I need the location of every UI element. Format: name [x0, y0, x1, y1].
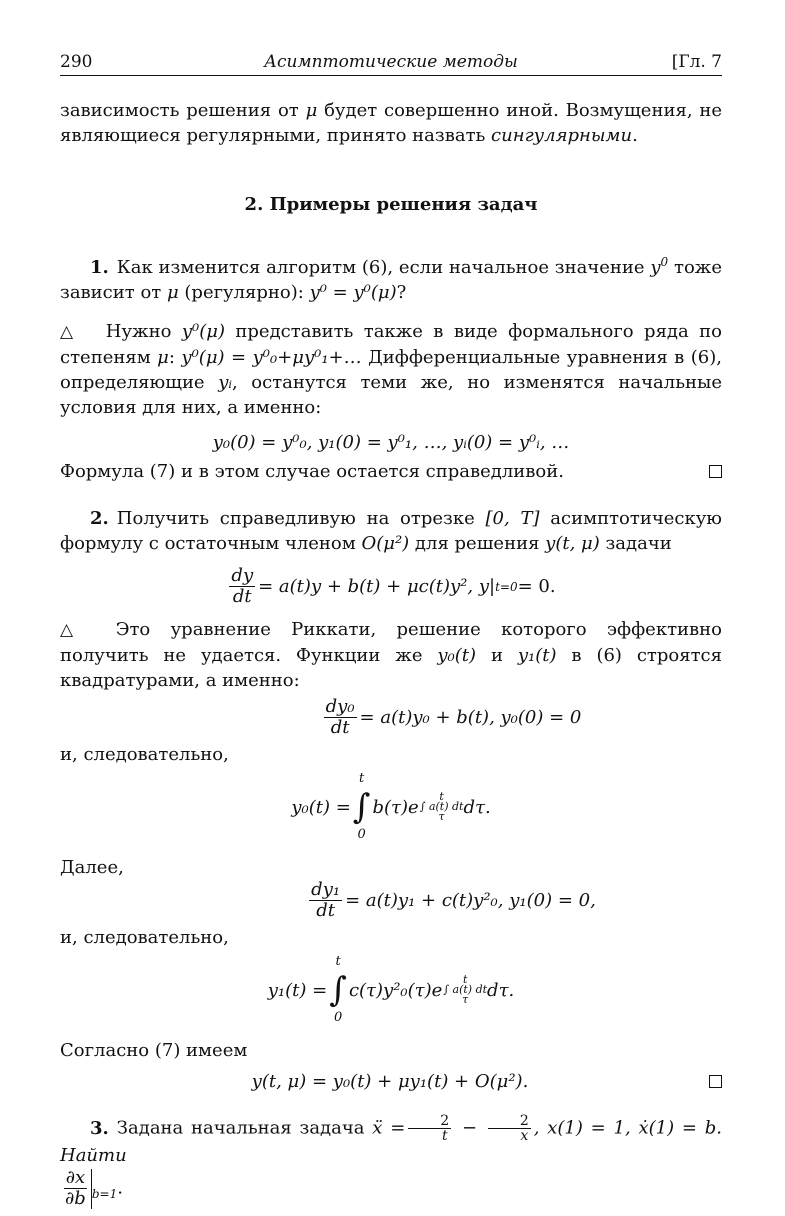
qed-icon	[709, 465, 722, 478]
problem-3-derivative: $\frac{\partial x}{\partial b}$ $_{b=1}$.	[65, 1167, 123, 1209]
triangle-icon: △	[60, 322, 78, 342]
running-header	[60, 52, 722, 76]
y0-integral: y₀(t) = t ∫ 0 b(τ)e t ∫ a(t) dt τ dτ.	[291, 771, 491, 842]
riccati-equation: $\frac{dy}{dt}$ = a(t)y + b(t) + μc(t)y², y| t=0 = 0.	[231, 565, 556, 607]
problem-2-solution: △ Это уравнение Риккати, решение которого эффективно получить не удается. Функции же y₀(t) и y₁(t) в (6) строятся квадратурами, а именно:	[60, 619, 722, 691]
problem-1-conclusion-row	[60, 459, 722, 484]
result-formula: y(t, μ) = y₀(t) + μy₁(t) + O(μ²).	[251, 1071, 529, 1092]
page	[60, 52, 722, 1209]
chapter-label: [Гл. 7	[671, 52, 722, 72]
page-number: 290	[60, 52, 93, 72]
intro-paragraph: зависимость решения от μ будет совершенно иной. Возмущения, не являющиеся регулярными, принято назвать сингулярными.	[60, 100, 722, 146]
according-label: Согласно (7) имеем	[60, 1040, 248, 1061]
result-row	[60, 1071, 722, 1092]
triangle-icon: △	[60, 620, 88, 640]
problem-2-statement: 2. Получить справедливую на отрезке [0, T] асимптотическую формулу с остаточным членом O(μ²) для решения y(t, μ) задачи	[60, 508, 722, 554]
hence-2: и, следовательно,	[60, 927, 229, 948]
initial-conditions-formula: y₀(0) = y⁰₀, y₁(0) = y⁰₁, …, yᵢ(0) = y⁰ᵢ, …	[212, 432, 570, 453]
further-label: Далее,	[60, 857, 124, 878]
section-title: 2. Примеры решения задач	[244, 194, 538, 215]
y1-integral: y₁(t) = t ∫ 0 c(τ)y²₀(τ)e t ∫ a(t) dt τ dτ.	[267, 954, 515, 1025]
y1-equation: $\frac{\text{dy₁}}{dt}$ = a(t)y₁ + c(t)y²₀, y₁(0) = 0,	[311, 879, 596, 921]
problem-1-solution: △ Нужно y⁰(μ) представить также в виде формального ряда по степеням μ: y⁰(μ) = y⁰₀+μy⁰₁+… Дифференциальные уравнения в (6), определяющие yᵢ, останутся теми же, но изменятся начальные условия для них, а именно:	[60, 321, 722, 418]
problem-1-statement: 1. Как изменится алгоритм (6), если начальное значение $y^0$ тоже зависит от μ (регулярно): y⁰ = y⁰(μ)?	[60, 255, 722, 303]
italic-term: сингулярными	[491, 125, 633, 146]
problem-3-statement: 3. Задана начальная задача ẍ = $\frac{2}{t}$ − $\frac{2}{x}$ , x(1) = 1, ẋ(1) = b. Найти	[60, 1113, 722, 1166]
problem-1-conclusion: Формула (7) и в этом случае остается справедливой.	[60, 461, 564, 482]
y0-equation: $\frac{\text{dy₀}}{dt}$ = a(t)y₀ + b(t), y₀(0) = 0	[325, 696, 582, 738]
qed-icon	[709, 1075, 722, 1088]
hence-1: и, следовательно,	[60, 744, 229, 765]
running-title: Асимптотические методы	[264, 52, 518, 72]
